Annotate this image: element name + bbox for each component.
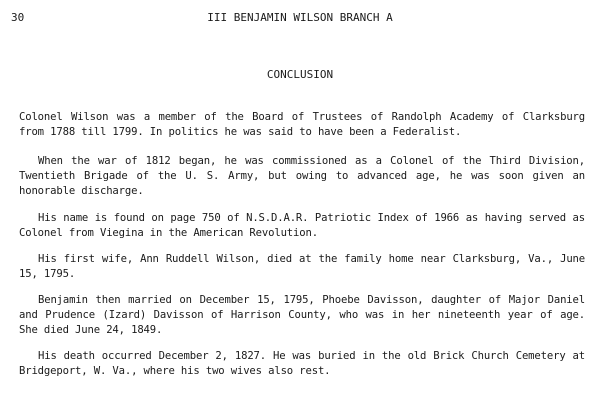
paragraph-patriotic-index: His name is found on page 750 of N.S.D.A.R. Patriotic Index of 1966 as having served as Colonel from Viegina in the American Revolution.: [19, 212, 585, 239]
running-head: III BENJAMIN WILSON BRANCH A: [207, 11, 393, 24]
paragraph-first-wife: His first wife, Ann Ruddell Wilson, died at the family home near Clarksburg, Va., June 15, 1795.: [19, 253, 585, 280]
body-text: [19, 110, 585, 390]
paragraph-war-of-1812: When the war of 1812 began, he was commissioned as a Colonel of the Third Division, Twentieth Brigade of the U. S. Army, but owing to advanced age, he was soon given an honorable discharge.: [19, 155, 585, 197]
paragraph-death: His death occurred December 2, 1827. He was buried in the old Brick Church Cemetery at Bridgeport, W. Va., where his two wives also rest.: [19, 350, 585, 377]
paragraph-trustees: Colonel Wilson was a member of the Board of Trustees of Randolph Academy of Clarksburg from 1788 till 1799. In politics he was said to have been a Federalist.: [19, 111, 585, 138]
paragraph-second-marriage: Benjamin then married on December 15, 1795, Phoebe Davisson, daughter of Major Daniel and Prudence (Izard) Davisson of Harrison County, who was in her nineteenth year of age. She died June 24, 1849.: [19, 294, 585, 336]
section-title: CONCLUSION: [266, 68, 334, 81]
page-number: 30: [11, 11, 25, 24]
